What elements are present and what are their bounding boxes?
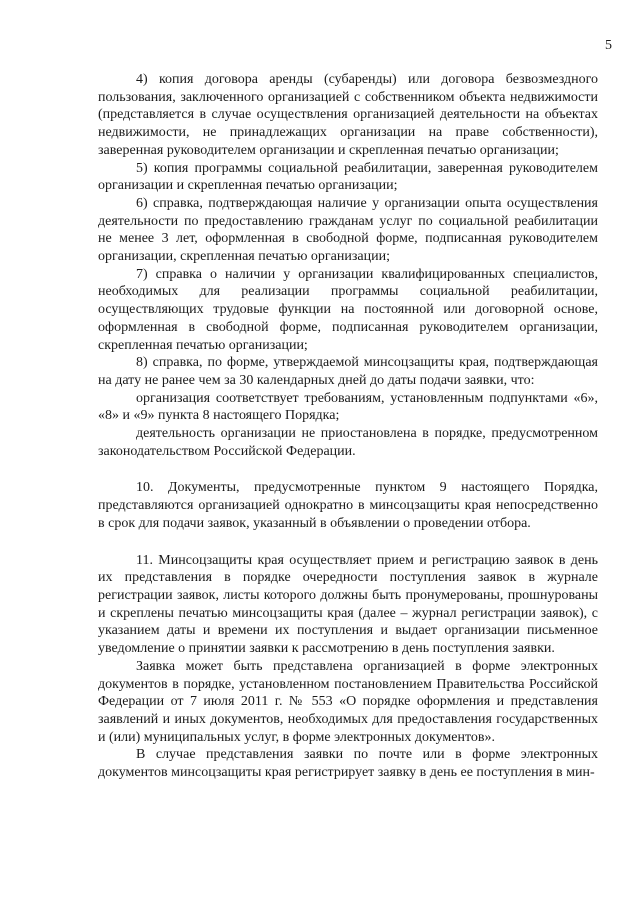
paragraph-item-5: 5) копия программы социальной реабилитации, заверенная руководителем организации и скрепленная печатью организации; [98, 160, 598, 194]
paragraph-item-6: 6) справка, подтверждающая наличие у организации опыта осуществления деятельности по предоставлению гражданам услуг по социальной реабилитации не менее 3 лет, оформленная в свободной форме, подписанная руководителем организации, скрепленная печатью организации; [98, 195, 598, 265]
paragraph-item-7: 7) справка о наличии у организации квалифицированных специалистов, необходимых для реализации программы социальной реабилитации, осуществляющих трудовые функции на постоянной или договорной основе, оформленная в свободной форме, подписанная руководителем организации, скрепленная печатью организации; [98, 266, 598, 353]
paragraph-item-4: 4) копия договора аренды (субаренды) или договора безвозмездного пользования, заключенного организацией с собственником объекта недвижимости (представляется в случае осуществления организацией деятельности на объектах недвижимости, не принадлежащих организации на праве собственности), заверенная руководителем организации и скрепленная печатью организации; [98, 72, 598, 158]
paragraph-item-8: 8) справка, по форме, утверждаемой минсоцзащиты края, подтверждающая на дату не ранее чем за 30 календарных дней до даты подачи заявки, что: [98, 355, 598, 388]
document-body [98, 71, 598, 782]
paragraph-point-10: 10. Документы, предусмотренные пунктом 9 настоящего Порядка, представляются организацией однократно в минсоцзащиты края непосредственно в срок для подачи заявок, указанный в объявлении о проведении отбора. [98, 480, 598, 531]
paragraph-postal-submission: В случае представления заявки по почте или в форме электронных документов минсоцзащиты края регистрирует заявку в день ее поступления в мин- [98, 747, 598, 781]
paragraph-item-8-condition-1: организация соответствует требованиям, установленным подпунктами «6», «8» и «9» пункта 8 настоящего Порядка; [98, 390, 598, 424]
page-number: 5 [605, 38, 612, 53]
paragraph-item-8-condition-2: деятельность организации не приостановлена в порядке, предусмотренном законодательством Российской Федерации. [98, 426, 598, 459]
paragraph-electronic-submission: Заявка может быть представлена организацией в форме электронных документов в порядке, установленном постановлением Правительства Российской Федерации от 7 июля 2011 г. № 553 «О порядке оформления и представления заявлений и иных документов, необходимых для предоставления государственных и (или) муниципальных услуг, в форме электронных документов». [98, 658, 598, 745]
paragraph-point-11: 11. Минсоцзащиты края осуществляет прием и регистрацию заявок в день их представления в порядке очередности поступления заявок в журнале регистрации заявок, листы которого должны быть пронумерованы, прошнурованы и скреплены печатью минсоцзащиты края (далее – журнал регистрации заявок), с указанием даты и времени их поступления и выдает организации письменное уведомление о принятии заявки к рассмотрению в день поступления заявки. [98, 552, 598, 657]
